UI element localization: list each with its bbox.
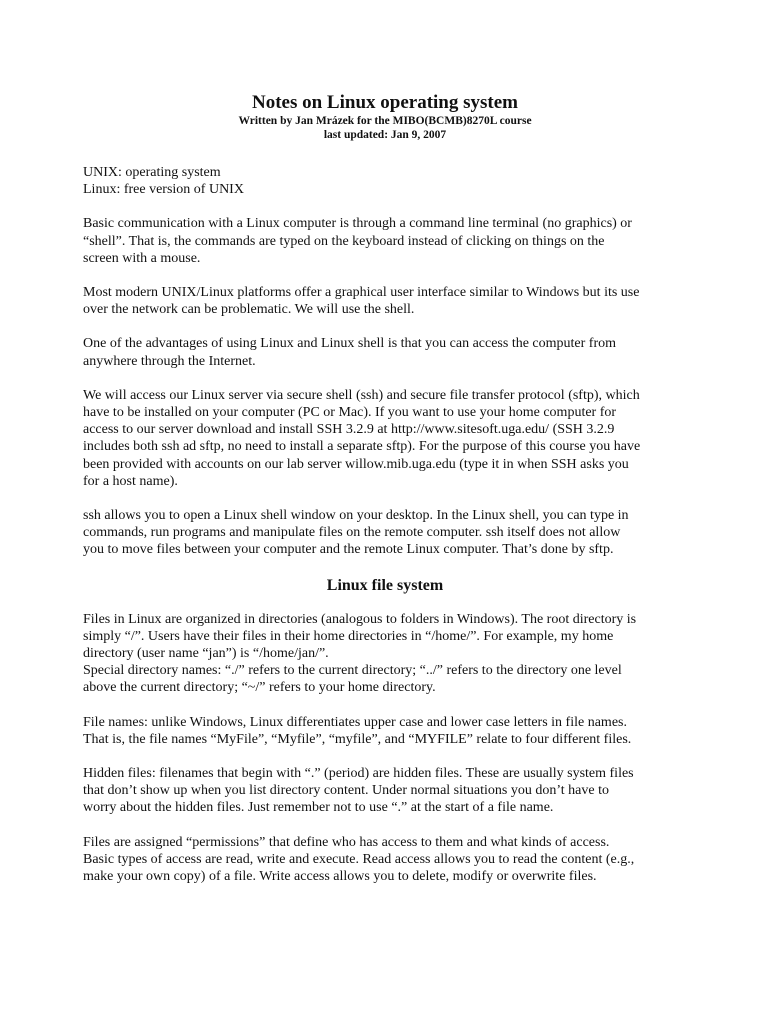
text-line: access to our server download and install SSH 3.2.9 at http://www.sitesoft.uga.edu/ (SSH 3.2.9 (83, 422, 615, 438)
text-line: directory (user name “jan”) is “/home/jan/”. (83, 646, 329, 662)
text-line: commands, run programs and manipulate files on the remote computer. ssh itself does not allow (83, 525, 621, 541)
text-line: been provided with accounts on our lab server willow.mib.uga.edu (type it in when SSH asks you (83, 456, 629, 472)
document-byline: Written by Jan Mrázek for the MIBO(BCMB)8270L course (238, 115, 532, 127)
text-line: Basic types of access are read, write and execute. Read access allows you to read the content (e.g., (83, 851, 635, 867)
paragraph (83, 164, 687, 198)
text-line: Special directory names: “./” refers to the current directory; “../” refers to the directory one level (83, 663, 622, 679)
paragraph (83, 284, 687, 318)
paragraph (83, 335, 687, 369)
text-line: for a host name). (83, 473, 178, 489)
text-line: screen with a mouse. (83, 250, 201, 266)
paragraph (83, 507, 687, 559)
intro-section (83, 164, 687, 559)
text-line: have to be installed on your computer (PC or Mac). If you want to use your home computer for (83, 405, 617, 421)
text-line: simply “/”. Users have their files in their home directories in “/home/”. For example, my home (83, 628, 614, 644)
text-line: above the current directory; “~/” refers to your home directory. (83, 680, 436, 696)
text-line: Most modern UNIX/Linux platforms offer a graphical user interface similar to Windows but its use (83, 285, 640, 301)
text-line: Basic communication with a Linux computer is through a command line terminal (no graphics) or (83, 216, 632, 232)
text-line: worry about the hidden files. Just remember not to use “.” at the start of a file name. (83, 800, 554, 816)
paragraph (83, 834, 687, 886)
text-line: includes both ssh ad sftp, no need to install a separate sftp). For the purpose of this course you have (83, 439, 641, 455)
text-line: Files in Linux are organized in directories (analogous to folders in Windows). The root directory is (83, 611, 637, 627)
text-line: Files are assigned “permissions” that define who has access to them and what kinds of access. (83, 834, 610, 850)
paragraph (83, 714, 687, 748)
document-page (83, 92, 687, 885)
paragraph (83, 215, 687, 267)
paragraph (83, 387, 687, 490)
text-line: that don’t show up when you list directory content. Under normal situations you don’t have to (83, 783, 609, 799)
text-line: “shell”. That is, the commands are typed on the keyboard instead of clicking on things on the (83, 233, 605, 249)
text-line: UNIX: operating system (83, 165, 221, 180)
text-line: Linux: free version of UNIX (83, 182, 244, 198)
text-line: anywhere through the Internet. (83, 353, 256, 369)
text-line: ssh allows you to open a Linux shell window on your desktop. In the Linux shell, you can type in (83, 508, 629, 524)
section-heading: Linux file system (326, 576, 444, 594)
paragraph (83, 765, 687, 817)
file-system-section (83, 611, 687, 886)
document-title: Notes on Linux operating system (251, 92, 518, 113)
text-line: make your own copy) of a file. Write access allows you to delete, modify or overwrite files. (83, 869, 597, 885)
text-line: That is, the file names “MyFile”, “Myfile”, “myfile”, and “MYFILE” relate to four different files. (83, 731, 632, 747)
text-line: File names: unlike Windows, Linux differentiates upper case and lower case letters in file names. (83, 714, 627, 730)
text-line: you to move files between your computer and the remote Linux computer. That’s done by sftp. (83, 542, 614, 558)
document-updated-date: last updated: Jan 9, 2007 (323, 129, 447, 141)
text-line: We will access our Linux server via secure shell (ssh) and secure file transfer protocol (sftp), which (83, 387, 640, 403)
text-line: over the network can be problematic. We will use the shell. (83, 302, 415, 318)
text-line: Hidden files: filenames that begin with “.” (period) are hidden files. These are usually system files (83, 766, 634, 782)
text-line: One of the advantages of using Linux and Linux shell is that you can access the computer from (83, 336, 617, 352)
paragraph (83, 611, 687, 697)
